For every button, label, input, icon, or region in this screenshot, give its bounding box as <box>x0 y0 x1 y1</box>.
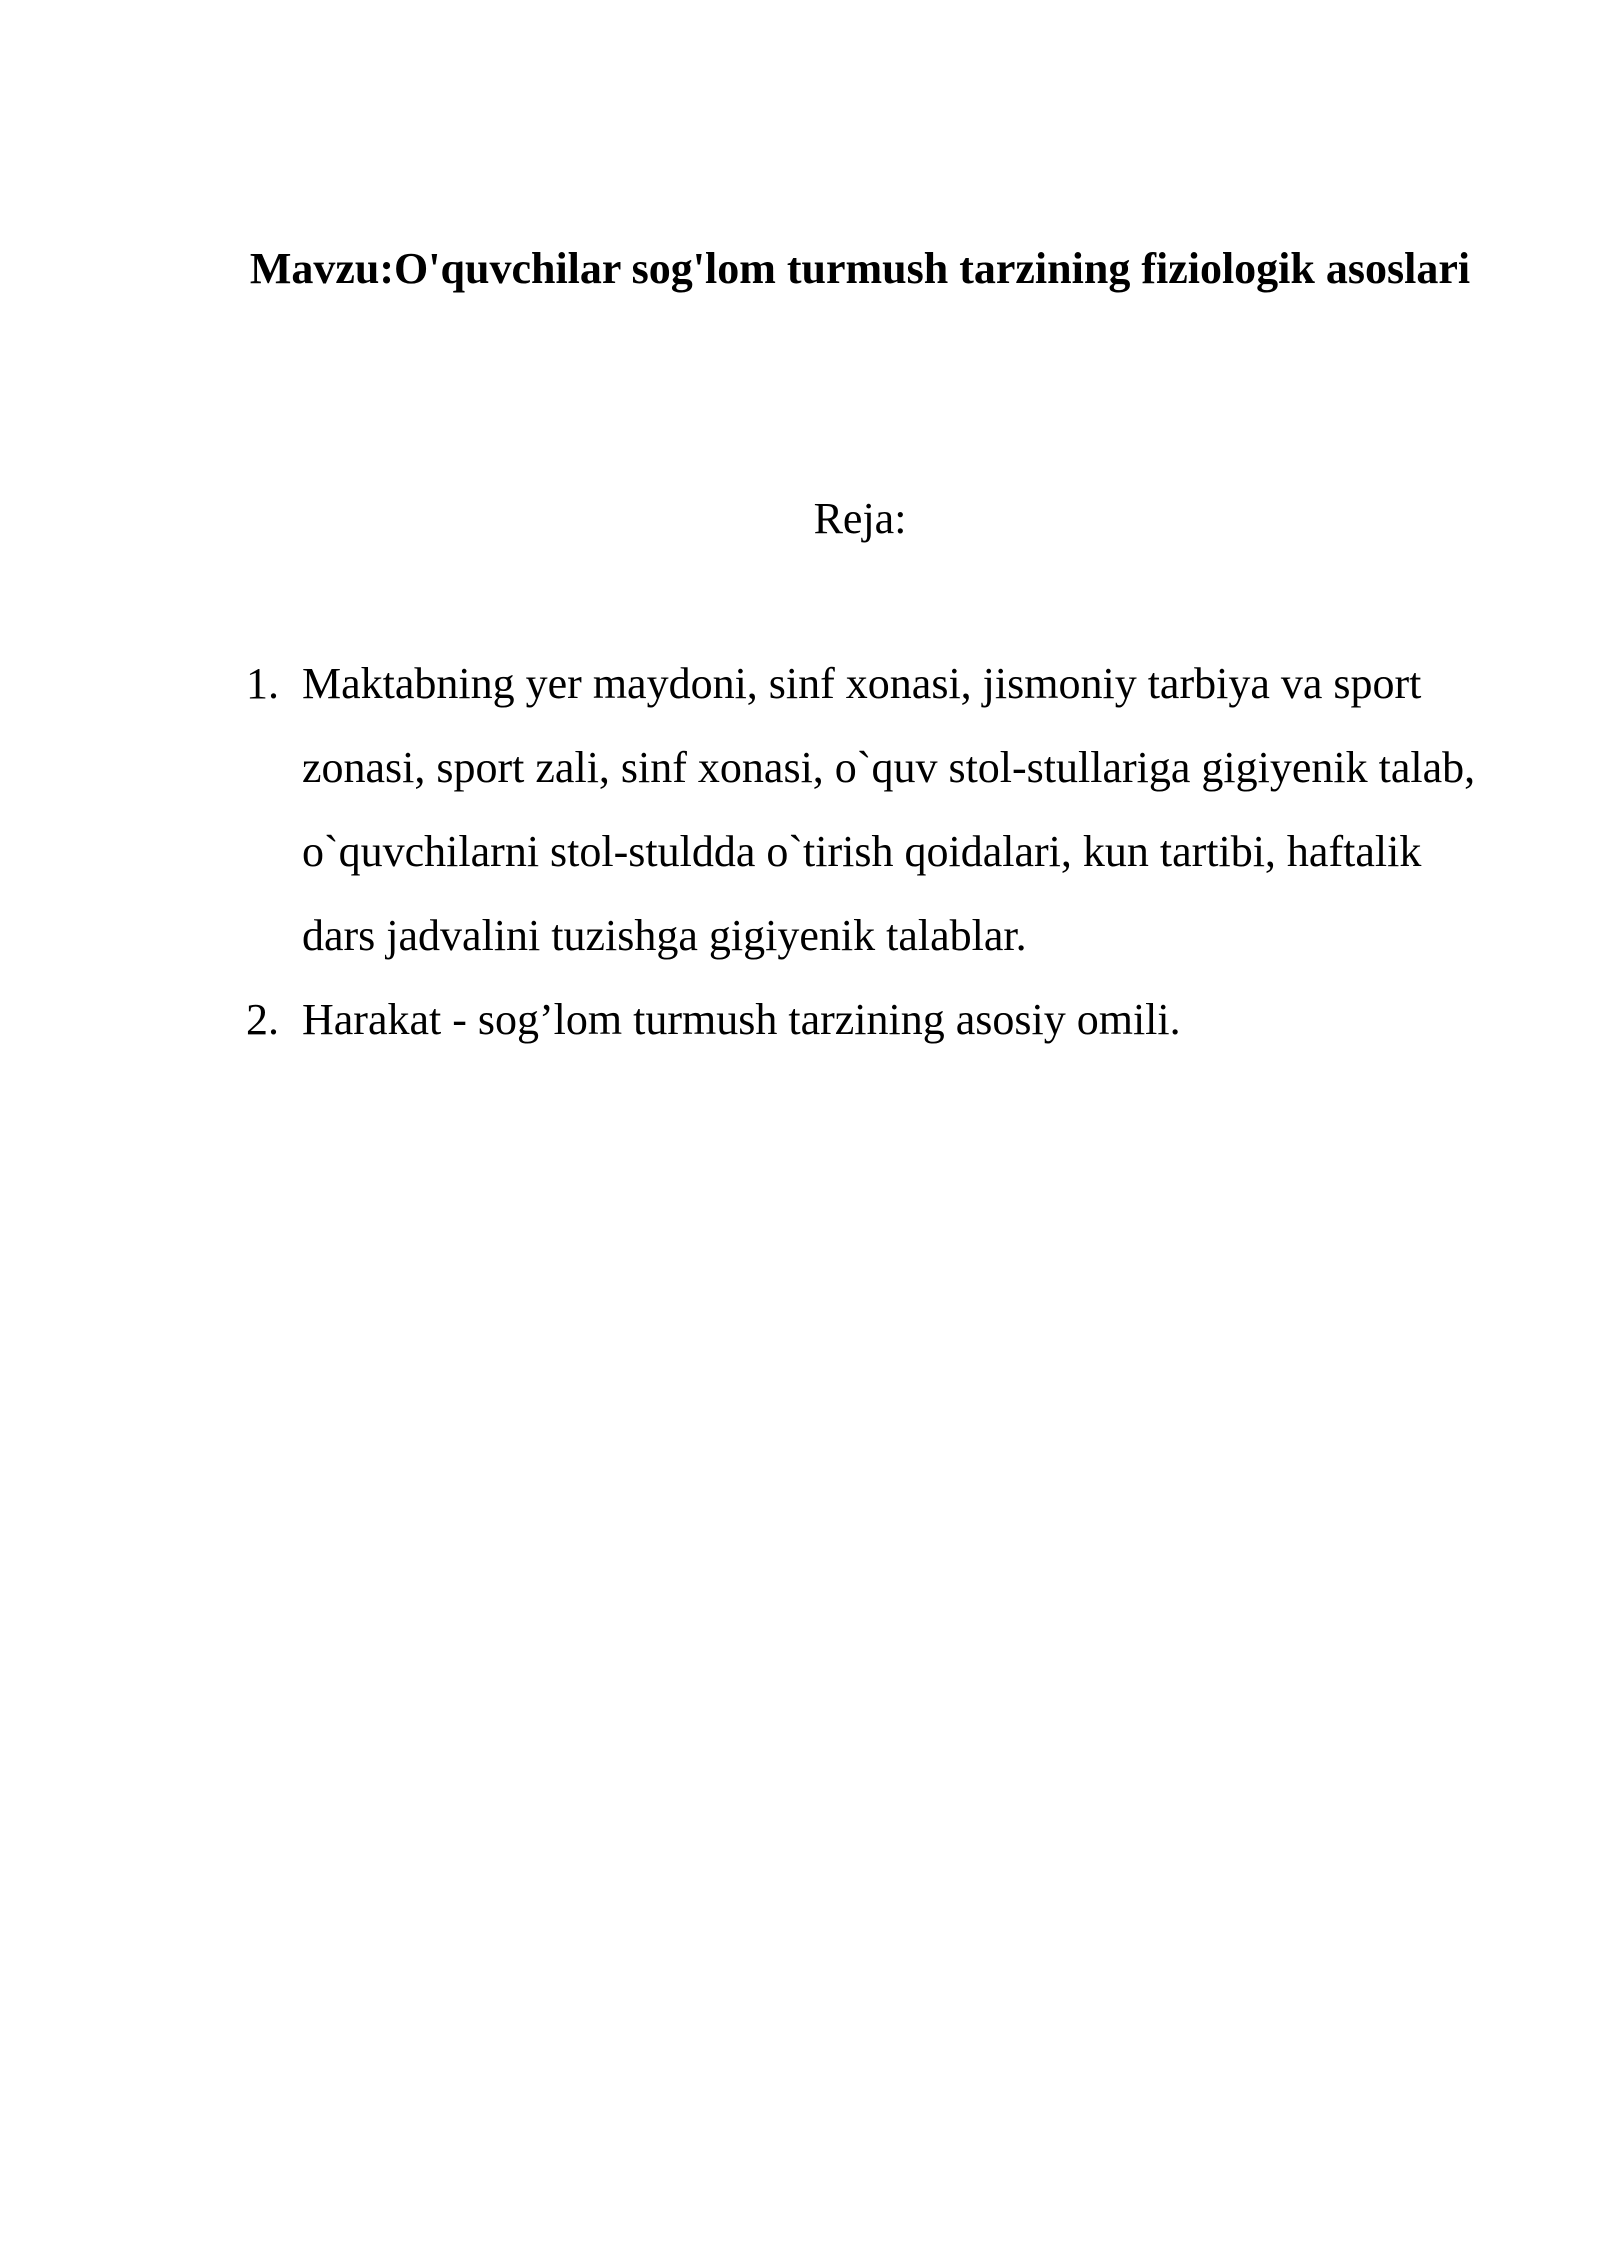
plan-item-number: 2. <box>246 995 279 1044</box>
plan-list <box>240 642 1490 1062</box>
plan-item-number: 1. <box>246 659 279 708</box>
plan-item-text: Harakat - sog’lom turmush tarzining asosiy omili. <box>302 995 1181 1044</box>
plan-item-text: Maktabning yer maydoni, sinf xonasi, jismoniy tarbiya va sport zonasi, sport zali, sinf xonasi, o`quv stol-stullariga gigiyenik talab, o`quvchilarni stol-stuldda o`tirish qoidalari, kun tartibi, haftalik dars jadvalini tuzishga gigiyenik talablar. <box>302 659 1476 960</box>
plan-item-1 <box>240 642 1490 978</box>
plan-item-2 <box>240 978 1490 1062</box>
page-title: Mavzu:O'quvchilar sog'lom turmush tarzining fiziologik asoslari <box>249 244 1471 293</box>
plan-heading: Reja: <box>813 494 907 543</box>
